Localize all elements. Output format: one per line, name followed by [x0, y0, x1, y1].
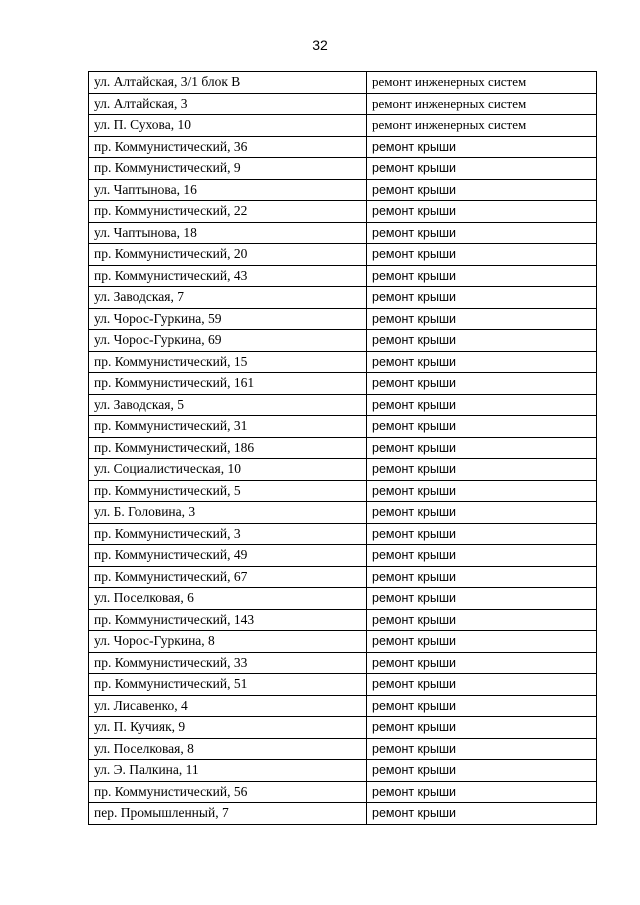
address-cell: пр. Коммунистический, 31 [89, 416, 367, 438]
address-cell: ул. Б. Головина, 3 [89, 502, 367, 524]
table-row [89, 416, 597, 438]
work-type-cell: ремонт крыши [367, 459, 597, 481]
address-cell: ул. Чаптынова, 18 [89, 222, 367, 244]
address-cell: пр. Коммунистический, 33 [89, 652, 367, 674]
table-row [89, 373, 597, 395]
table-row [89, 222, 597, 244]
work-type-cell: ремонт крыши [367, 308, 597, 330]
address-cell: пр. Коммунистический, 36 [89, 136, 367, 158]
table-row [89, 308, 597, 330]
work-type-cell: ремонт крыши [367, 330, 597, 352]
table-row [89, 781, 597, 803]
table-row [89, 674, 597, 696]
table-row [89, 115, 597, 137]
address-cell: ул. Чорос-Гуркина, 59 [89, 308, 367, 330]
address-cell: пр. Коммунистический, 20 [89, 244, 367, 266]
work-type-cell: ремонт крыши [367, 201, 597, 223]
table-row [89, 566, 597, 588]
work-type-cell: ремонт крыши [367, 287, 597, 309]
work-type-cell: ремонт крыши [367, 695, 597, 717]
table-row [89, 631, 597, 653]
table-row [89, 93, 597, 115]
work-type-cell: ремонт крыши [367, 373, 597, 395]
table-row [89, 717, 597, 739]
works-table-body [89, 72, 597, 825]
work-type-cell: ремонт крыши [367, 631, 597, 653]
address-cell: ул. Лисавенко, 4 [89, 695, 367, 717]
table-row [89, 287, 597, 309]
address-cell: пр. Коммунистический, 67 [89, 566, 367, 588]
table-row [89, 351, 597, 373]
table-row [89, 437, 597, 459]
address-cell: пр. Коммунистический, 3 [89, 523, 367, 545]
table-row [89, 330, 597, 352]
work-type-cell: ремонт крыши [367, 717, 597, 739]
address-cell: ул. Чаптынова, 16 [89, 179, 367, 201]
table-row [89, 652, 597, 674]
work-type-cell: ремонт крыши [367, 502, 597, 524]
work-type-cell: ремонт крыши [367, 738, 597, 760]
work-type-cell: ремонт крыши [367, 244, 597, 266]
work-type-cell: ремонт крыши [367, 566, 597, 588]
work-type-cell: ремонт крыши [367, 480, 597, 502]
work-type-cell: ремонт крыши [367, 609, 597, 631]
table-row [89, 588, 597, 610]
address-cell: пр. Коммунистический, 51 [89, 674, 367, 696]
table-row [89, 136, 597, 158]
address-cell: пер. Промышленный, 7 [89, 803, 367, 825]
table-row [89, 179, 597, 201]
address-cell: ул. Чорос-Гуркина, 69 [89, 330, 367, 352]
work-type-cell: ремонт крыши [367, 265, 597, 287]
address-cell: пр. Коммунистический, 5 [89, 480, 367, 502]
work-type-cell: ремонт крыши [367, 781, 597, 803]
work-type-cell: ремонт крыши [367, 437, 597, 459]
table-row [89, 803, 597, 825]
table-row [89, 609, 597, 631]
table-row [89, 545, 597, 567]
work-type-cell: ремонт крыши [367, 803, 597, 825]
work-type-cell: ремонт крыши [367, 588, 597, 610]
address-cell: ул. П. Кучияк, 9 [89, 717, 367, 739]
work-type-cell: ремонт крыши [367, 545, 597, 567]
works-table [88, 71, 597, 825]
address-cell: ул. Поселковая, 6 [89, 588, 367, 610]
work-type-cell: ремонт крыши [367, 674, 597, 696]
address-cell: ул. Алтайская, 3/1 блок В [89, 72, 367, 94]
work-type-cell: ремонт крыши [367, 136, 597, 158]
page-number: 32 [312, 37, 328, 53]
work-type-cell: ремонт инженерных систем [367, 115, 597, 137]
work-type-cell: ремонт крыши [367, 158, 597, 180]
work-type-cell: ремонт крыши [367, 523, 597, 545]
address-cell: пр. Коммунистический, 161 [89, 373, 367, 395]
table-row [89, 244, 597, 266]
address-cell: пр. Коммунистический, 22 [89, 201, 367, 223]
address-cell: ул. П. Сухова, 10 [89, 115, 367, 137]
table-row [89, 265, 597, 287]
address-cell: ул. Э. Палкина, 11 [89, 760, 367, 782]
table-row [89, 480, 597, 502]
address-cell: пр. Коммунистический, 49 [89, 545, 367, 567]
table-row [89, 201, 597, 223]
work-type-cell: ремонт крыши [367, 351, 597, 373]
address-cell: пр. Коммунистический, 43 [89, 265, 367, 287]
table-row [89, 459, 597, 481]
work-type-cell: ремонт крыши [367, 760, 597, 782]
address-cell: ул. Заводская, 7 [89, 287, 367, 309]
address-cell: пр. Коммунистический, 186 [89, 437, 367, 459]
work-type-cell: ремонт крыши [367, 652, 597, 674]
table-row [89, 760, 597, 782]
table-row [89, 502, 597, 524]
address-cell: ул. Чорос-Гуркина, 8 [89, 631, 367, 653]
work-type-cell: ремонт крыши [367, 394, 597, 416]
work-type-cell: ремонт крыши [367, 222, 597, 244]
table-row [89, 158, 597, 180]
address-cell: пр. Коммунистический, 143 [89, 609, 367, 631]
address-cell: ул. Заводская, 5 [89, 394, 367, 416]
address-cell: ул. Социалистическая, 10 [89, 459, 367, 481]
work-type-cell: ремонт инженерных систем [367, 72, 597, 94]
table-row [89, 72, 597, 94]
address-cell: ул. Поселковая, 8 [89, 738, 367, 760]
address-cell: пр. Коммунистический, 9 [89, 158, 367, 180]
address-cell: пр. Коммунистический, 15 [89, 351, 367, 373]
work-type-cell: ремонт крыши [367, 416, 597, 438]
table-row [89, 738, 597, 760]
table-row [89, 695, 597, 717]
work-type-cell: ремонт крыши [367, 179, 597, 201]
address-cell: ул. Алтайская, 3 [89, 93, 367, 115]
work-type-cell: ремонт инженерных систем [367, 93, 597, 115]
table-row [89, 523, 597, 545]
address-cell: пр. Коммунистический, 56 [89, 781, 367, 803]
table-row [89, 394, 597, 416]
